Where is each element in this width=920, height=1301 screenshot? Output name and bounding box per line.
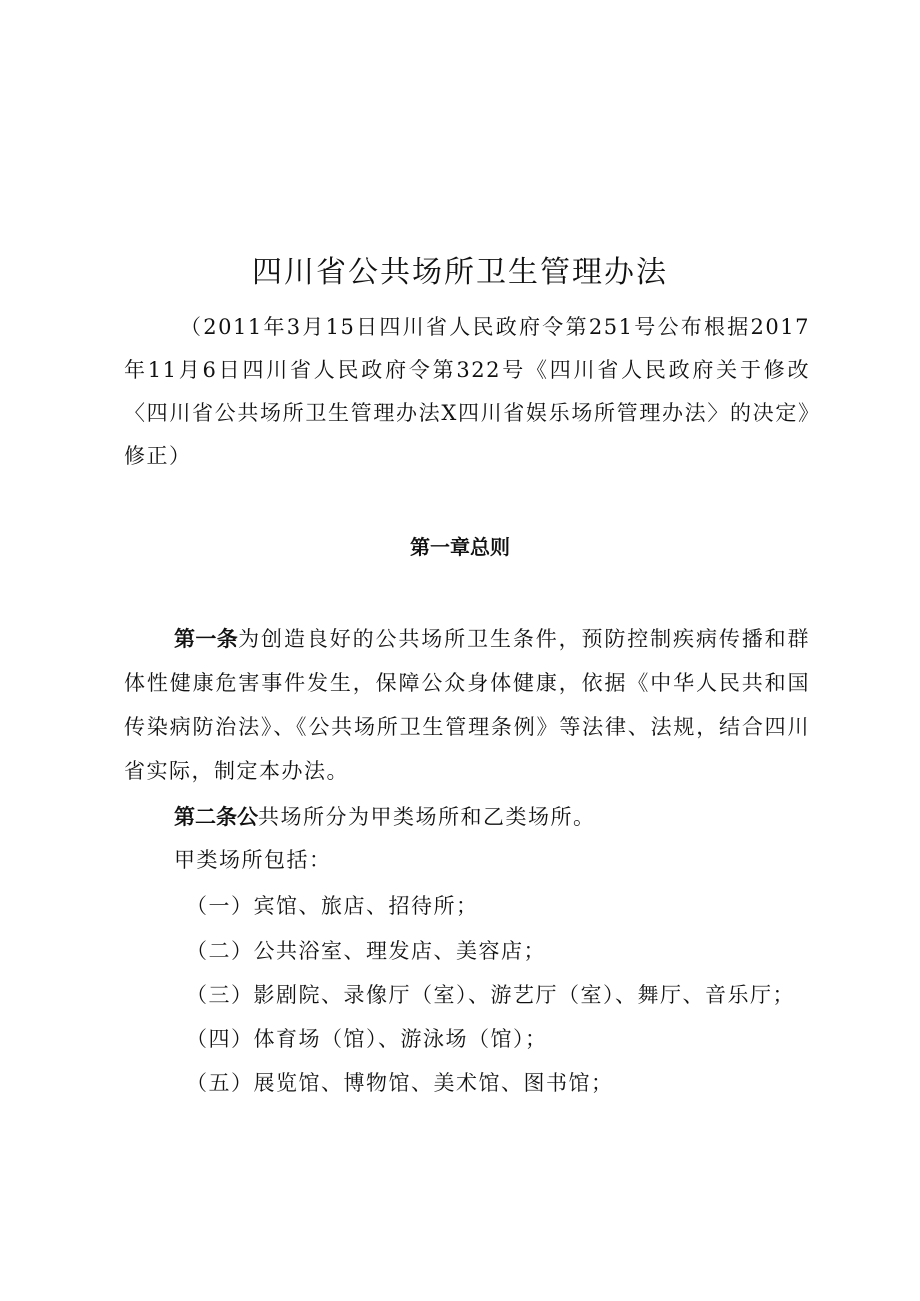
preamble-note: （2011年3月15日四川省人民政府令第251号公布根据2017年11月6日四川省人民政府令第322号《四川省人民政府关于修改〈四川省公共场所卫生管理办法X四川省娱乐场所管理办法〉的决定》修正） [124, 315, 810, 468]
article-1-text: 为创造良好的公共场所卫生条件，预防控制疾病传播和群体性健康危害事件发生，保障公众身体健康，依据《中华人民共和国传染病防治法》、《公共场所卫生管理条例》等法律、法规，结合四川省实际，制定本办法。 [124, 627, 811, 783]
document-title: 四川省公共场所卫生管理办法 [252, 255, 668, 290]
category-a-intro: 甲类场所包括： [174, 848, 332, 872]
list-item: （三）影剧院、录像厅（室）、游艺厅（室）、舞厅、音乐厅； [186, 983, 795, 1007]
article-1-label: 第一条 [174, 627, 239, 651]
list-item: （四）体育场（馆）、游泳场（馆）； [186, 1027, 548, 1051]
article-1 [124, 617, 810, 793]
article-2-label: 第二条公 [174, 805, 258, 829]
article-2 [174, 795, 596, 839]
list-item: （一）宾馆、旅店、招待所； [186, 894, 479, 918]
list-item: （五）展览馆、博物馆、美术馆、图书馆； [186, 1071, 614, 1095]
chapter-title: 第一章总则 [410, 535, 510, 559]
list-item: （二）公共浴室、理发店、美容店； [186, 939, 546, 963]
article-2-text: 共场所分为甲类场所和乙类场所。 [258, 805, 596, 829]
